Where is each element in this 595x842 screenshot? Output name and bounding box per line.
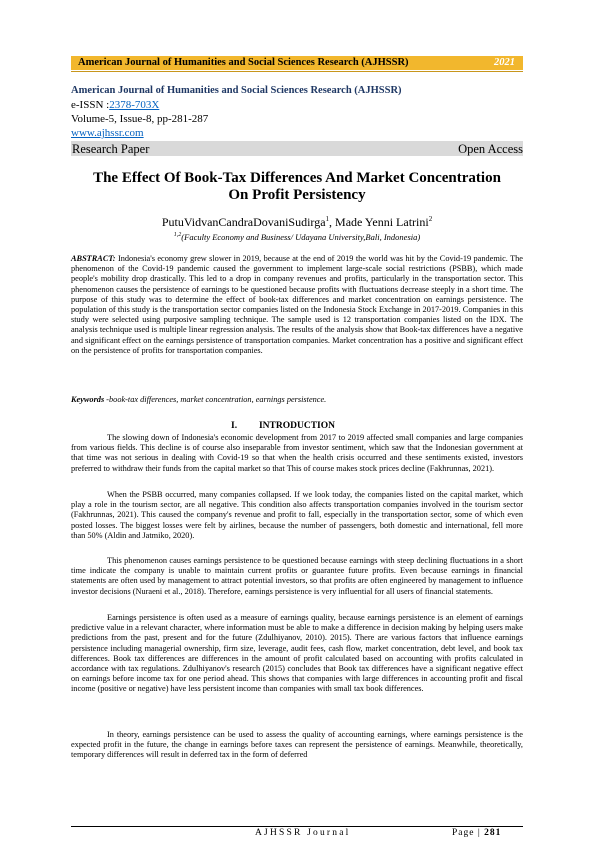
abstract: [71, 254, 523, 356]
volume-line: Volume-5, Issue-8, pp-281-287: [71, 113, 209, 125]
footer-rule: [71, 826, 523, 827]
header-underline: [71, 71, 523, 72]
header-journal-title: American Journal of Humanities and Social Sciences Research (AJHSSR): [78, 57, 409, 68]
paragraph-5: In theory, earnings persistence can be used to assess the quality of accounting earnings, where earnings persistence is the expected profit in the future, the change in earnings before taxes can represent the persistence of earnings. Meanwhile, theoretically, temporary differences will result in deferred tax in the form of deferred: [71, 730, 523, 760]
affiliation: [71, 232, 523, 242]
affiliation-sup: 1,2: [173, 232, 182, 239]
footer-page: [452, 828, 501, 838]
issn-link[interactable]: 2378-703X: [109, 99, 160, 111]
author-line: [71, 215, 523, 230]
footer-page-label: Page |: [452, 828, 481, 838]
website-link[interactable]: www.ajhssr.com: [71, 127, 144, 139]
author-1: PutuVidvanCandraDovaniSudirga: [161, 215, 326, 229]
journal-name: American Journal of Humanities and Social Sciences Research (AJHSSR): [71, 85, 402, 96]
abstract-label: ABSTRACT:: [71, 254, 116, 263]
abstract-text: Indonesia's economy grew slower in 2019, because at the end of 2019 the world was hit by the Covid-19 pandemic. The phenomenon of the Covid-19 pandemic caused the government to implement large-scale social restrictions (PSBB), which made people's mobility drop drastically. This led to a drop in company revenues and profits, particularly in the transportation sector. This phenomenon causes the persistence of earnings to be questioned because profits with fluctuations decrease steeply in a short time. The purpose of this study was to determine the effect of book-tax differences and market concentration on earnings persistence. The population of this study is the transportation sector companies listed on the Indonesia Stock Exchange in 2017-2019. Companies in this study were selected using purposive sampling technique. The sample used is 12 transportation companies listed on the IDX. The analysis technique used is multiple linear regression analysis. The results of the analysis show that Book-tax differences have a negative and significant effect on the earnings persistence of transportation companies. Market concentration has a positive and significant effect on the persistence of profits for transportation companies.: [71, 254, 523, 355]
paragraph-3: This phenomenon causes earnings persistence to be questioned because earnings with steep declining fluctuations in a short time indicate the company is unable to maintain current profits or guarantee future profits. Even because earnings in financial statements are often used by management to attract potential investors, so that profits are often engineered by management to influence investor decisions (Nuraeni et al., 2018). Therefore, earnings persistence is very influential for all users of financial statements.: [71, 556, 523, 596]
paper-title: [71, 170, 523, 204]
keywords: [71, 395, 523, 405]
paragraph-4: Earnings persistence is often used as a measure of earnings quality, because earnings persistence is an element of earnings predictive value in a relevant character, where information must be able to make a difference in decision making by helping users make predictions from the past, present and for the future (Zdulhiyanov, 2010). 2015). There are various factors that influence earnings persistence including managerial ownership, firm size, leverage, audit fees, cash flow, market concentration, debt level, and book tax differences. Book tax differences are differences in the amount of profit calculated based on accounting with profits calculated in accordance with tax regulations. Zdulhiyanov's research (2015) concludes that Book tax differences have a significant negative effect on earnings before income tax for one period ahead. This shows that companies with large differences in accounting profit and fiscal income (positive or negative) have less persistent income than companies with small tax book differences.: [71, 613, 523, 694]
author-1-sup: 1: [325, 215, 330, 223]
paragraph-1: The slowing down of Indonesia's economic development from 2017 to 2019 affected small companies and large companies from various fields. This decline is of course also inseparable from investor sentiment, which saw that the Indonesian government at that time was not serious in dealing with Covid-19 so that when the health crisis occurred and these sentiments existed, investors preferred to withdraw their funds from the capital market so that This of course makes stock prices decline (Fakhrunnas, 2021).: [71, 433, 523, 473]
section-title: INTRODUCTION: [258, 421, 335, 431]
affiliation-text: (Faculty Economy and Business/ Udayana University,Bali, Indonesia): [181, 232, 421, 242]
access-type: Open Access: [458, 142, 523, 156]
paper-title-line1: The Effect Of Book-Tax Differences And Market Concentration: [93, 170, 501, 186]
footer-journal: AJHSSR Journal: [255, 828, 351, 838]
footer-page-number: 281: [484, 828, 502, 838]
paper-title-line2: On Profit Persistency: [228, 187, 366, 203]
author-2-sup: 2: [428, 215, 433, 223]
keywords-text: book-tax differences, market concentration, earnings persistence.: [109, 395, 327, 404]
issn-label: e-ISSN :: [71, 99, 110, 111]
section-number: I.: [231, 421, 238, 431]
website-line: [71, 127, 144, 139]
paper-type: Research Paper: [72, 142, 150, 156]
author-2: , Made Yenni Latrini: [329, 215, 429, 229]
paragraph-2: When the PSBB occurred, many companies collapsed. If we look today, the companies listed on the capital market, which play a role in the tourism sector, are all negative. This condition also affects transportation companies involved in the tourism sector (Fakhrunnas, 2021). This caused the company's revenue and profit to fall, especially in the transportation sector, some of which even posted losses. The biggest losses were felt by airlines, because the number of passengers, both domestic and international, fell more than 50% (Aldin and Jatmiko, 2020).: [71, 490, 523, 540]
section-heading: [71, 421, 523, 431]
header-year: 2021: [494, 57, 515, 68]
issn-line: [71, 99, 159, 111]
keywords-label: Keywords -: [71, 395, 110, 404]
